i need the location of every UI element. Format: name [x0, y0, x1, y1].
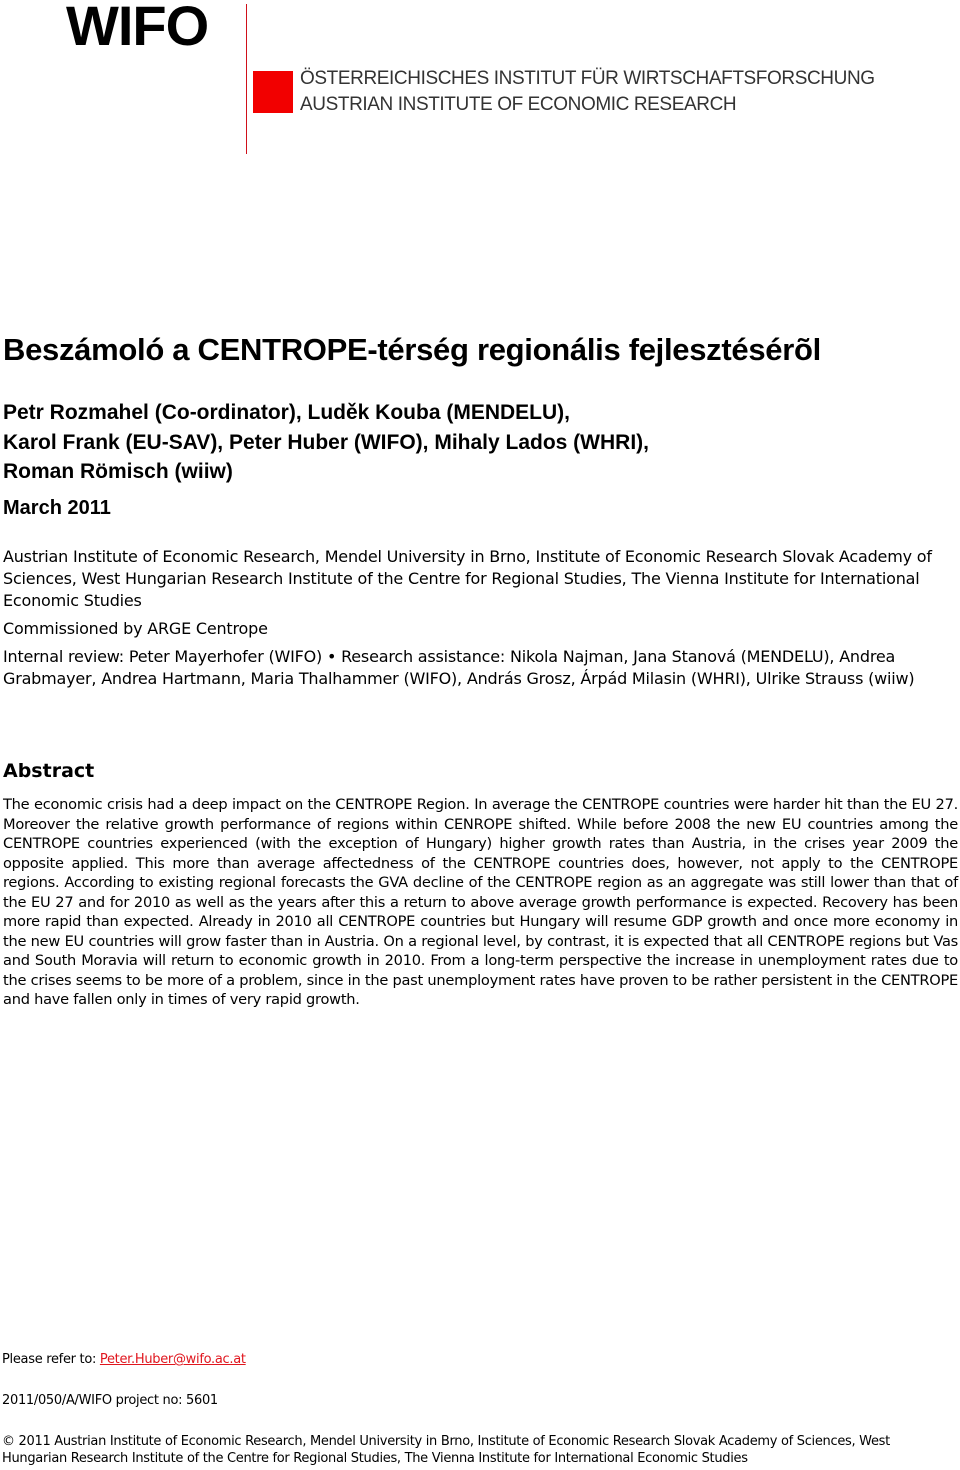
- logo-red-square: [253, 71, 293, 113]
- author-line: Roman Römisch (wiiw): [3, 460, 233, 483]
- wifo-logo: WIFO: [66, 0, 209, 57]
- author-line: Karol Frank (EU-SAV), Peter Huber (WIFO), Mihaly Lados (WHRI),: [3, 430, 649, 454]
- document-title: Beszámoló a CENTROPE-térség regionális fejlesztésérõl: [3, 332, 821, 367]
- publication-date: March 2011: [3, 497, 111, 519]
- institute-name-german: ÖSTERREICHISCHES INSTITUT FÜR WIRTSCHAFTSFORSCHUNG: [300, 68, 875, 89]
- abstract-text: The economic crisis had a deep impact on the CENTROPE Region. In average the CENTROPE countries were harder hit than the EU 27. Moreover the relative growth performance of regions within CENROPE shifted. While before 2008 the new EU countries among the CENTROPE countries experienced (with the exception of Hungary) higher growth rates than Austria, in the crises year 2009 the opposite applied. This more than average affectedness of the CENTROPE countries does, however, not apply to the CENTROPE regions. According to existing regional forecasts the GVA decline of the CENTROPE region as an aggregate was still lower than that of the EU 27 and for 2010 as well as the years after this a return to above average growth performance is expected. Recovery has been more rapid than expected. Already in 2010 all CENTROPE countries but Hungary will resume GDP growth and once more economy in the new EU countries will grow faster than in Austria. On a regional level, by contrast, it is expected that all CENTROPE regions but Vas and South Moravia will return to economic growth in 2010. From a long-term perspective the increase in unemployment rates due to the crises seems to be more of a problem, since in the past unemployment rates have proven to be rather persistent in the CENTROPE and have fallen only in times of very rapid growth.: [3, 796, 958, 1008]
- authors: [3, 398, 953, 487]
- project-number: 2011/050/A/WIFO project no: 5601: [2, 1393, 218, 1408]
- commissioned-by: Commissioned by ARGE Centrope: [3, 619, 268, 638]
- review-credits: Internal review: Peter Mayerhofer (WIFO) • Research assistance: Nikola Najman, Jana Stanová (MENDELU), Andrea Grabmayer, Andrea Hartmann, Maria Thalhammer (WIFO), András Grosz, Árpád Milasin (WHRI), Ulrike Strauss (wiiw): [3, 647, 915, 688]
- contact-email-link[interactable]: Peter.Huber@wifo.ac.at: [99, 1352, 246, 1367]
- author-line: Petr Rozmahel (Co-ordinator), Luděk Kouba (MENDELU),: [3, 401, 570, 424]
- refer-label: Please refer to:: [2, 1352, 97, 1367]
- copyright: © 2011 Austrian Institute of Economic Research, Mendel University in Brno, Institute of Economic Research Slovak Academy of Sciences, West Hungarian Research Institute of the Centre for Regional Studies, The Vienna Institute for International Economic Studies: [2, 1434, 890, 1466]
- refer-line: [2, 1352, 246, 1367]
- abstract-heading: Abstract: [3, 760, 95, 782]
- institutions: Austrian Institute of Economic Research, Mendel University in Brno, Institute of Economic Research Slovak Academy of Sciences, West Hungarian Research Institute of the Centre for Regional Studies, The Vienna Institute for International Economic Studies: [3, 547, 932, 610]
- logo-divider: [246, 4, 247, 154]
- institute-name-english: AUSTRIAN INSTITUTE OF ECONOMIC RESEARCH: [300, 94, 737, 115]
